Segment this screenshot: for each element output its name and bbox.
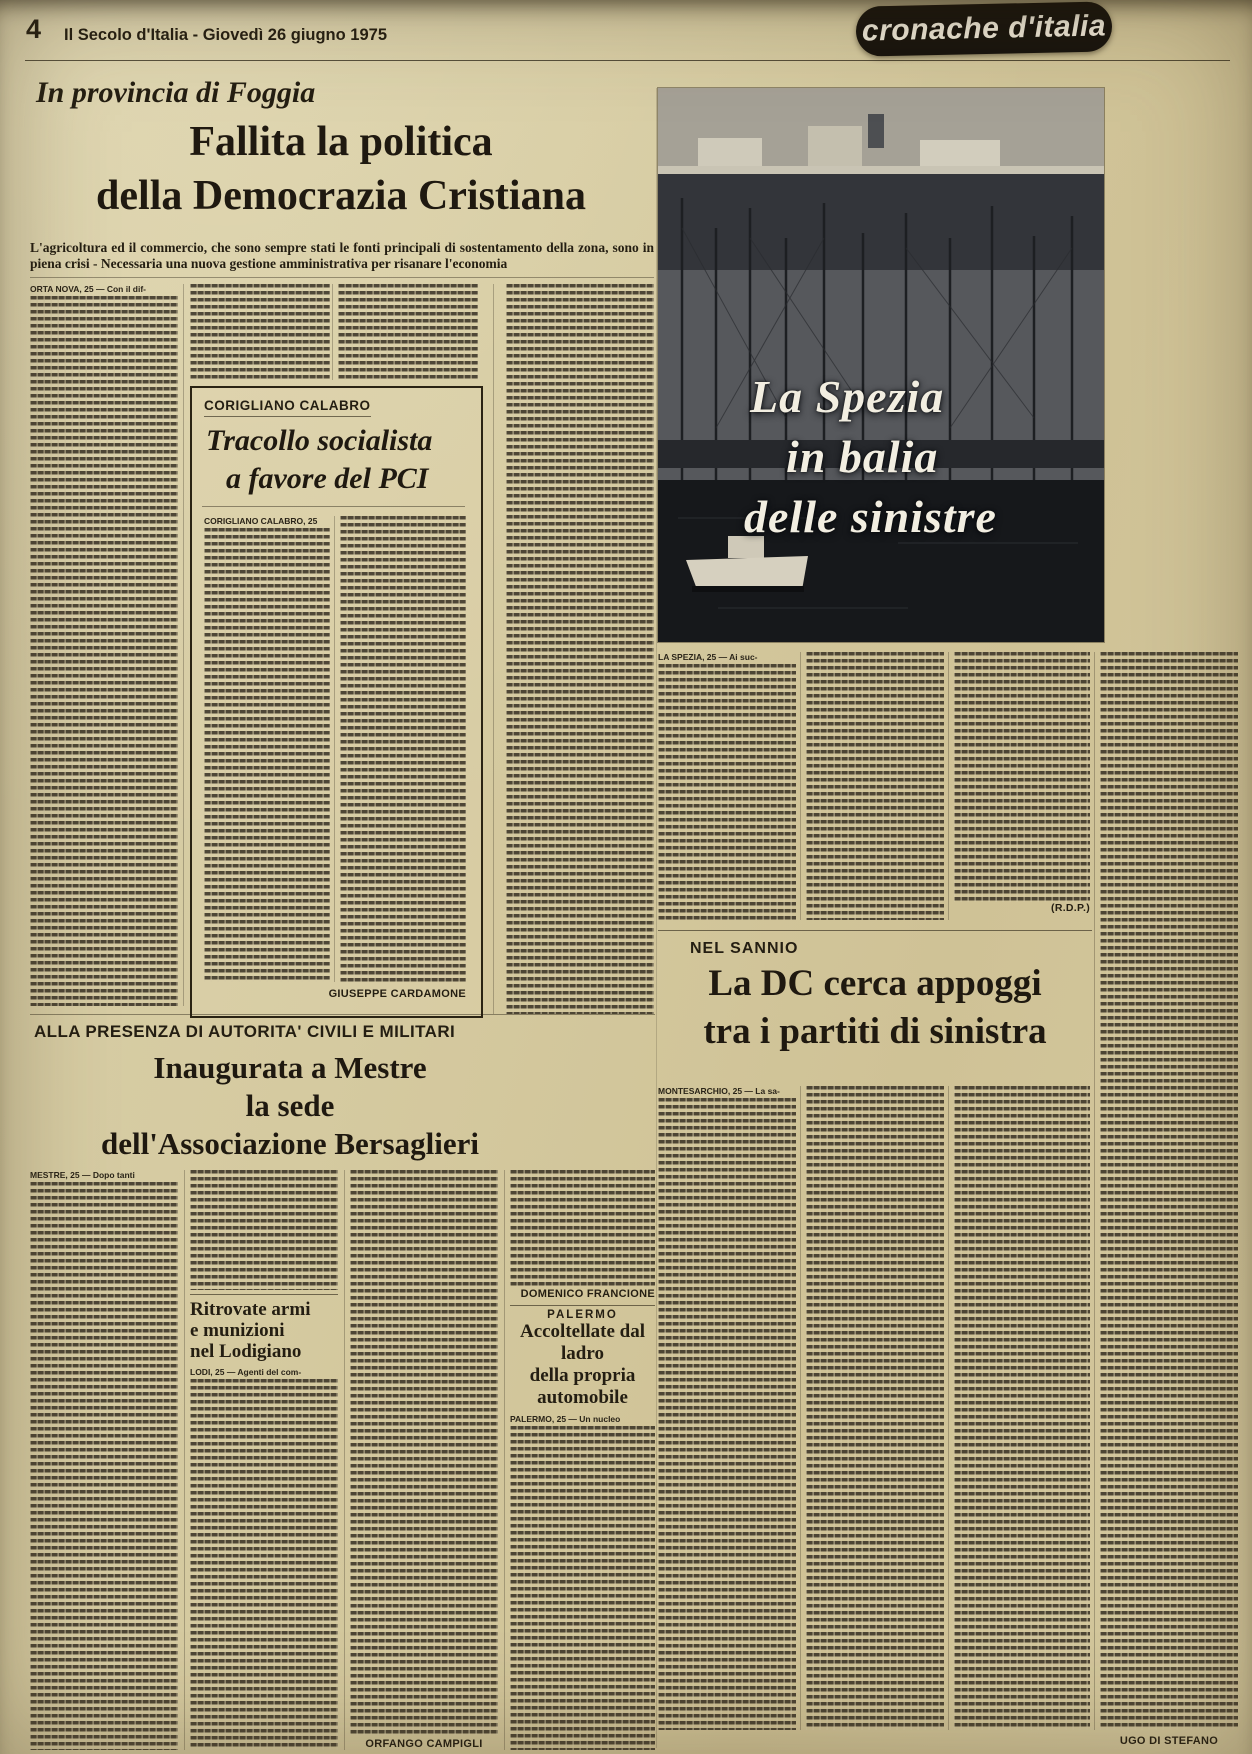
spezia-column-3 (954, 652, 1090, 914)
corigliano-headline-rule (202, 506, 465, 507)
lodi-headline-3: nel Lodigiano (190, 1341, 302, 1362)
column-rule (183, 284, 184, 1006)
palermo-headline-3: automobile (537, 1387, 628, 1408)
column-rule (334, 516, 335, 982)
body-text-column (204, 528, 330, 982)
body-text-column (954, 652, 1090, 902)
corigliano-kicker: CORIGLIANO CALABRO (204, 398, 371, 417)
column-rule (800, 1086, 801, 1730)
column-rule (1094, 652, 1095, 1730)
foggia-column-1 (30, 284, 178, 1006)
foggia-subhead: L'agricoltura ed il commercio, che sono sempre stati le fonti principali di sostentamento della zona, sono in piena crisi - Necessaria una nuova gestione amministrativa per risanare l'economia (30, 240, 654, 271)
mestre-byline-campigli: ORFANGO CAMPIGLI (365, 1738, 483, 1750)
sannio-dateline: MONTESARCHIO, 25 — La sa- (658, 1086, 780, 1096)
body-text-column (658, 664, 796, 920)
corigliano-column-1 (204, 516, 330, 982)
foggia-subhead-rule (30, 277, 654, 278)
mestre-top-rule (30, 1014, 655, 1015)
column-rule (332, 284, 333, 380)
foggia-column-2 (190, 284, 330, 380)
spezia-column-2 (806, 652, 944, 920)
lodi-dateline: LODI, 25 — Agenti del com- (190, 1367, 302, 1377)
sannio-headline-2: tra i partiti di sinistra (703, 1011, 1047, 1052)
lodi-rule (190, 1294, 338, 1295)
mestre-byline-francione: DOMENICO FRANCIONE (520, 1288, 655, 1300)
harbor-photo-graphic (658, 88, 1104, 642)
palermo-dateline: PALERMO, 25 — Un nucleo (510, 1414, 621, 1424)
spezia-overlay-line-1: La Spezia (750, 371, 945, 422)
foggia-kicker: In provincia di Foggia (36, 76, 316, 109)
masthead: Il Secolo d'Italia - Giovedì 26 giugno 1975 (64, 26, 388, 44)
sannio-top-rule (658, 930, 1092, 931)
mestre-column-3 (350, 1170, 498, 1750)
palermo-kicker: PALERMO (547, 1309, 618, 1321)
column-rule (948, 1086, 949, 1730)
mestre-headline-1: Inaugurata a Mestre (153, 1050, 427, 1085)
column-rule (948, 652, 949, 920)
corigliano-headline-1: Tracollo socialista (206, 424, 433, 457)
body-text-column (338, 284, 478, 380)
body-text-column (658, 1098, 796, 1730)
sannio-column-2 (806, 1086, 944, 1730)
body-text-column (506, 284, 654, 1014)
body-text-column (510, 1170, 655, 1286)
foggia-headline-2: della Democrazia Cristiana (96, 173, 586, 219)
page-number: 4 (26, 14, 42, 44)
mestre-column-4 (510, 1170, 655, 1750)
palermo-headline-2: della propria (529, 1365, 636, 1386)
section-divider-rule (656, 88, 657, 1748)
header-rule (25, 60, 1230, 61)
spezia-overlay-line-2: in balia (786, 431, 939, 482)
palermo-headline-1: Accoltellate dal ladro (519, 1321, 646, 1364)
body-text-column (510, 1426, 655, 1750)
spezia-column-1 (658, 652, 796, 920)
lodi-headline-1: Ritrovate armi (190, 1299, 311, 1320)
mestre-column-2 (190, 1170, 338, 1750)
sannio-kicker: NEL SANNIO (690, 940, 799, 957)
corigliano-column-2 (340, 516, 466, 982)
body-text-column (806, 652, 944, 920)
foggia-dateline: ORTA NOVA, 25 — Con il dif- (30, 284, 147, 294)
lodi-headline-2: e munizioni (190, 1320, 285, 1341)
column-rule (504, 1170, 505, 1750)
sannio-column-1 (658, 1086, 796, 1730)
mestre-kicker: ALLA PRESENZA DI AUTORITA' CIVILI E MILITARI (34, 1022, 456, 1041)
body-text-column (954, 1086, 1090, 1730)
mestre-dateline: MESTRE, 25 — Dopo tanti (30, 1170, 135, 1180)
corigliano-box (190, 386, 483, 1018)
mestre-headline-2: la sede (245, 1088, 335, 1123)
spezia-sign: (R.D.P.) (1051, 902, 1090, 914)
body-text-column (340, 516, 466, 982)
mestre-column-1 (30, 1170, 178, 1750)
sannio-column-3 (954, 1086, 1090, 1730)
mestre-headline-3: dell'Associazione Bersaglieri (101, 1126, 479, 1161)
column-rule (344, 1170, 345, 1750)
foggia-column-4 (506, 284, 654, 1014)
section-banner (856, 1, 1113, 56)
column-rule (184, 1170, 185, 1750)
sannio-headline-1: La DC cerca appoggi (708, 963, 1042, 1004)
corigliano-headline-2: a favore del PCI (226, 462, 429, 495)
body-text-column (190, 1379, 338, 1750)
body-text-column (190, 1170, 338, 1290)
body-text-column (806, 1086, 944, 1730)
harbor-photo (658, 88, 1104, 642)
body-text-column (30, 296, 178, 1006)
foggia-column-3 (338, 284, 478, 380)
body-text-column (190, 284, 330, 380)
body-text-column (30, 1182, 178, 1750)
foggia-headline-1: Fallita la politica (189, 119, 493, 165)
body-text-column (1100, 652, 1238, 1730)
spezia-overlay-line-3: delle sinistre (744, 491, 997, 542)
spezia-dateline: LA SPEZIA, 25 — Ai suc- (658, 652, 758, 662)
section-banner-label: cronache d'italia (861, 9, 1107, 48)
body-text-column (350, 1170, 498, 1735)
palermo-rule (510, 1305, 655, 1306)
column-rule (800, 652, 801, 920)
column-rule (493, 284, 494, 1014)
corigliano-byline: GIUSEPPE CARDAMONE (328, 988, 466, 1000)
corigliano-dateline: CORIGLIANO CALABRO, 25 (204, 516, 318, 526)
sannio-byline: UGO DI STEFANO (1119, 1735, 1219, 1747)
right-edge-column (1100, 652, 1238, 1730)
